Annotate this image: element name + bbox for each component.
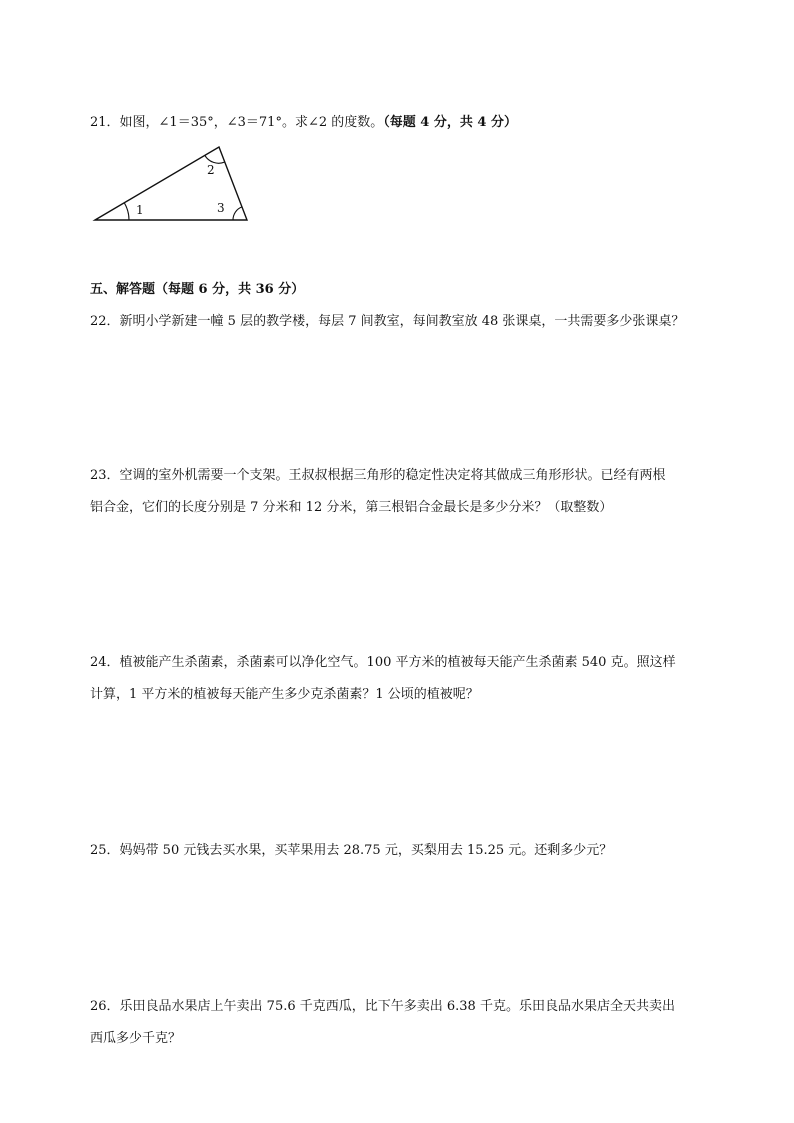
section-5-heading: 五、解答题（每题 6 分，共 36 分）	[90, 282, 305, 297]
question-21	[90, 114, 517, 132]
angle-3-label: 3	[217, 201, 225, 215]
question-21-text: 21．如图，∠1＝35°，∠3＝71°。求∠2 的度数。	[90, 115, 384, 130]
question-23-line-2: 铝合金，它们的长度分别是 7 分米和 12 分米，第三根铝合金最长是多少分米？（取整数）	[90, 500, 613, 515]
question-23-line-1: 23．空调的室外机需要一个支架。王叔叔根据三角形的稳定性决定将其做成三角形形状。已经有两根	[90, 468, 666, 483]
question-26-line-2: 西瓜多少千克？	[90, 1031, 182, 1046]
angle-3-arc	[233, 207, 242, 220]
question-25: 25．妈妈带 50 元钱去买水果，买苹果用去 28.75 元，买梨用去 15.25 元。还剩多少元？	[90, 843, 613, 858]
triangle-figure	[88, 140, 258, 226]
angle-2-label: 2	[207, 163, 215, 177]
angle-1-label: 1	[136, 203, 144, 217]
question-21-points: （每题 4 分，共 4 分）	[383, 115, 517, 130]
angle-1-arc	[124, 203, 129, 220]
question-26-line-1: 26．乐田良品水果店上午卖出 75.6 千克西瓜，比下午多卖出 6.38 千克。乐田良品水果店全天共卖出	[90, 999, 675, 1014]
question-24-line-1: 24．植被能产生杀菌素，杀菌素可以净化空气。100 平方米的植被每天能产生杀菌素 540 克。照这样	[90, 655, 676, 670]
question-24-line-2: 计算，1 平方米的植被每天能产生多少克杀菌素？1 公顷的植被呢？	[90, 687, 479, 702]
question-22: 22．新明小学新建一幢 5 层的教学楼，每层 7 间教室，每间教室放 48 张课桌，一共需要多少张课桌？	[90, 314, 685, 329]
